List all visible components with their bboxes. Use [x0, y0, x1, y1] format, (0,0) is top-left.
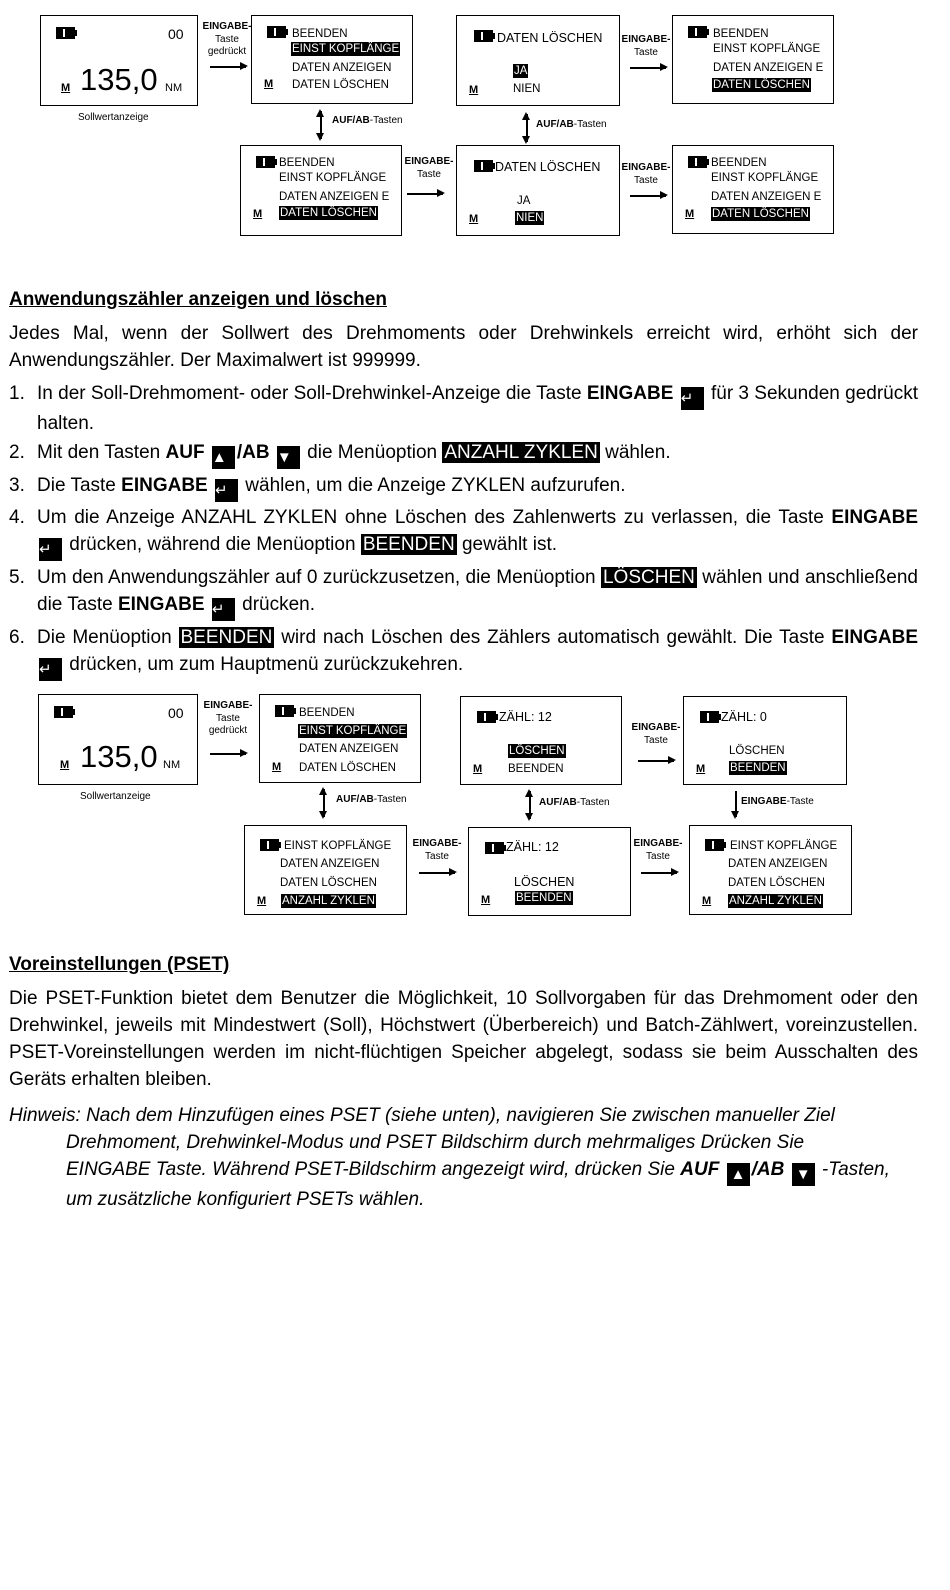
lcd-menu-screen: [251, 15, 413, 104]
lcd-menu-result-screen: [672, 15, 834, 104]
torque-unit: NM: [163, 759, 181, 771]
count-title: ZÄHL: 12: [499, 710, 552, 724]
m-icon: M: [60, 759, 70, 771]
label-enter-key: EINGABE- Taste: [621, 162, 671, 186]
battery-icon: [688, 156, 707, 168]
battery-icon: [688, 26, 707, 38]
lcd-count-screen: [460, 696, 622, 785]
lcd-menu-screen: [240, 145, 402, 236]
torque-value: 135,0: [80, 62, 158, 97]
battery-icon: [256, 156, 275, 168]
label-enter-key: EINGABE- Taste: [621, 34, 671, 58]
lcd-menu-screen: [259, 694, 421, 783]
menu-item-head-length: EINST KOPFLÄNGE: [711, 172, 819, 184]
lcd-menu-result-screen: [672, 145, 834, 234]
battery-icon: [275, 705, 294, 717]
lcd-count-zero-screen: [683, 696, 847, 785]
torque-unit: NM: [165, 82, 183, 94]
option-clear: LÖSCHEN: [729, 745, 785, 757]
highlight-exit: BEENDEN: [362, 534, 455, 555]
label-enter-key: EINGABE- Taste: [404, 156, 454, 180]
menu-item-head-length-selected: EINST KOPFLÄNGE: [292, 43, 400, 55]
menu-item-delete-data: DATEN LÖSCHEN: [292, 79, 389, 91]
battery-icon: [485, 842, 504, 854]
battery-icon: [54, 706, 73, 718]
counter-zero: 00: [168, 26, 184, 42]
label-up-down-keys: AUF/AB-Tasten: [539, 797, 610, 808]
option-yes-selected: JA: [514, 65, 528, 77]
menu-item-show-data: DATEN ANZEIGEN E: [713, 62, 824, 74]
lcd-home-screen: [38, 694, 198, 785]
label-enter-held: EINGABE- Taste gedrückt: [203, 700, 253, 736]
count-title: ZÄHL: 12: [506, 840, 559, 854]
caption-target-display: Sollwertanzeige: [80, 791, 151, 802]
option-clear: LÖSCHEN: [514, 875, 575, 889]
m-icon: M: [469, 84, 479, 96]
battery-icon: [700, 711, 719, 723]
m-icon: M: [469, 213, 479, 225]
arrow-right: [630, 195, 666, 197]
menu-item-show-data: DATEN ANZEIGEN E: [279, 191, 390, 203]
arrow-up-down: [323, 789, 325, 817]
m-icon: M: [272, 761, 282, 773]
battery-icon: [705, 839, 724, 851]
arrow-right: [407, 193, 443, 195]
label-enter-key: EINGABE- Taste: [412, 838, 462, 862]
paragraph-pset: Die PSET-Funktion bietet dem Benutzer die Möglichkeit, 10 Sollvorgaben für das Drehmoment oder den Drehwinkel, jeweils mit Mindestwert (Soll), Höchstwert (Überbereich) und Batch-Zählwert, voreinzustellen. PSET-Voreinstellungen werden im nicht-flüchtigen Speicher abgelegt, sodass sie beim Ausschalten des Geräts erhalten bleiben.: [9, 988, 918, 1090]
m-icon: M: [253, 208, 263, 220]
confirm-title: DATEN LÖSCHEN: [497, 31, 603, 45]
lcd-confirm-screen: [456, 145, 620, 236]
menu-item-head-length: EINST KOPFLÄNGE: [713, 43, 821, 55]
menu-item-delete-data-selected: DATEN LÖSCHEN: [713, 79, 810, 91]
battery-icon: [56, 27, 75, 39]
m-icon: M: [696, 763, 706, 775]
highlight-exit: BEENDEN: [180, 627, 273, 648]
lcd-home-screen: [40, 15, 198, 106]
arrow-up-down: [529, 791, 531, 819]
torque-value: 135,0: [80, 739, 158, 774]
menu-item-delete-data-selected: DATEN LÖSCHEN: [280, 207, 377, 219]
battery-icon: [474, 160, 493, 172]
paragraph-counter-intro: Jedes Mal, wenn der Sollwert des Drehmoments oder Drehwinkels erreicht wird, erhöht sich der Anwendungszähler. Der Maximalwert ist 999999.: [9, 323, 918, 371]
lcd-menu-screen: [244, 825, 407, 915]
label-enter-held: EINGABE- Taste gedrückt: [202, 21, 252, 57]
menu-item-show-data: DATEN ANZEIGEN: [292, 62, 392, 74]
menu-item-show-data: DATEN ANZEIGEN E: [711, 191, 822, 203]
m-icon: M: [257, 895, 267, 907]
option-exit-selected: BEENDEN: [516, 892, 572, 904]
battery-icon: [260, 839, 279, 851]
arrow-right: [630, 67, 666, 69]
highlight-cycle-count: ANZAHL ZYKLEN: [444, 442, 598, 463]
menu-item-exit: BEENDEN: [299, 707, 355, 719]
down-arrow-icon: ▼: [792, 1163, 815, 1186]
menu-item-show-data: DATEN ANZEIGEN: [299, 743, 399, 755]
label-enter-key-down: EINGABE-Taste: [741, 796, 814, 807]
m-icon: M: [264, 78, 274, 90]
label-enter-key: EINGABE- Taste: [633, 838, 683, 862]
down-arrow-icon: ▼: [277, 446, 300, 469]
menu-item-delete-data: DATEN LÖSCHEN: [280, 877, 377, 889]
menu-item-head-length: EINST KOPFLÄNGE: [284, 840, 392, 852]
menu-item-show-data: DATEN ANZEIGEN: [728, 858, 828, 870]
highlight-clear: LÖSCHEN: [602, 567, 695, 588]
caption-target-display: Sollwertanzeige: [78, 112, 149, 123]
menu-item-cycle-count-selected: ANZAHL ZYKLEN: [282, 895, 375, 907]
arrow-right: [419, 872, 455, 874]
menu-item-exit: BEENDEN: [292, 28, 348, 40]
note-pset: Hinweis: Nach dem Hinzufügen eines PSET (siehe unten), navigieren Sie zwischen manueller Ziel Drehmoment, Drehwinkel-Modus und PSET Bildschirm durch mehrmaliges Drücken Sie EINGABE Taste. Während PSET-Bildschirm angezeigt wird, drücken Sie AUF ▲ /AB ▼ -Tasten, um zusätzliche konfiguriert PSETs wählen.: [9, 1105, 890, 1210]
arrow-right: [638, 760, 674, 762]
m-icon: M: [702, 895, 712, 907]
section-heading-pset: Voreinstellungen (PSET): [9, 954, 230, 975]
label-up-down-keys: AUF/AB-Tasten: [332, 115, 403, 126]
menu-item-exit: BEENDEN: [713, 28, 769, 40]
arrow-right: [210, 753, 246, 755]
option-yes: JA: [517, 195, 531, 207]
battery-icon: [477, 711, 496, 723]
m-icon: M: [685, 208, 695, 220]
arrow-right: [210, 66, 246, 68]
enter-key-icon: ↵: [215, 479, 238, 502]
enter-key-icon: ↵: [212, 598, 235, 621]
arrow-up-down: [526, 114, 528, 142]
menu-item-delete-data-selected: DATEN LÖSCHEN: [712, 208, 809, 220]
option-no: NIEN: [513, 83, 541, 95]
arrow-down: [735, 791, 737, 817]
arrow-up-down: [320, 111, 322, 139]
menu-item-exit: BEENDEN: [711, 157, 767, 169]
label-enter-key: EINGABE- Taste: [631, 722, 681, 746]
menu-item-show-data: DATEN ANZEIGEN: [280, 858, 380, 870]
menu-item-head-length: EINST KOPFLÄNGE: [279, 172, 387, 184]
menu-item-head-length-selected: EINST KOPFLÄNGE: [299, 725, 407, 737]
battery-icon: [474, 30, 493, 42]
label-up-down-keys: AUF/AB-Tasten: [336, 794, 407, 805]
m-icon: M: [473, 763, 483, 775]
up-arrow-icon: ▲: [212, 446, 235, 469]
lcd-confirm-screen: [456, 15, 620, 106]
option-exit-selected: BEENDEN: [730, 762, 786, 774]
battery-icon: [267, 26, 286, 38]
up-arrow-icon: ▲: [727, 1163, 750, 1186]
label-up-down-keys: AUF/AB-Tasten: [536, 119, 607, 130]
menu-item-delete-data: DATEN LÖSCHEN: [728, 877, 825, 889]
counter-zero: 00: [168, 705, 184, 721]
m-icon: M: [481, 894, 491, 906]
menu-item-head-length: EINST KOPFLÄNGE: [730, 840, 838, 852]
option-exit: BEENDEN: [508, 763, 564, 775]
enter-key-icon: ↵: [681, 387, 704, 410]
enter-key-icon: ↵: [39, 658, 62, 681]
count-title: ZÄHL: 0: [721, 710, 767, 724]
m-icon: M: [61, 82, 71, 94]
option-clear-selected: LÖSCHEN: [509, 745, 565, 757]
enter-key-icon: ↵: [39, 538, 62, 561]
arrow-right: [641, 872, 677, 874]
lcd-menu-screen: [689, 825, 852, 915]
confirm-title: DATEN LÖSCHEN: [495, 160, 601, 174]
menu-item-exit: BEENDEN: [279, 157, 335, 169]
section-heading-counter: Anwendungszähler anzeigen und löschen: [9, 289, 387, 310]
lcd-count-screen: [468, 827, 631, 916]
menu-item-delete-data: DATEN LÖSCHEN: [299, 762, 396, 774]
menu-item-cycle-count-selected: ANZAHL ZYKLEN: [729, 895, 822, 907]
option-no-selected: NIEN: [516, 212, 544, 224]
